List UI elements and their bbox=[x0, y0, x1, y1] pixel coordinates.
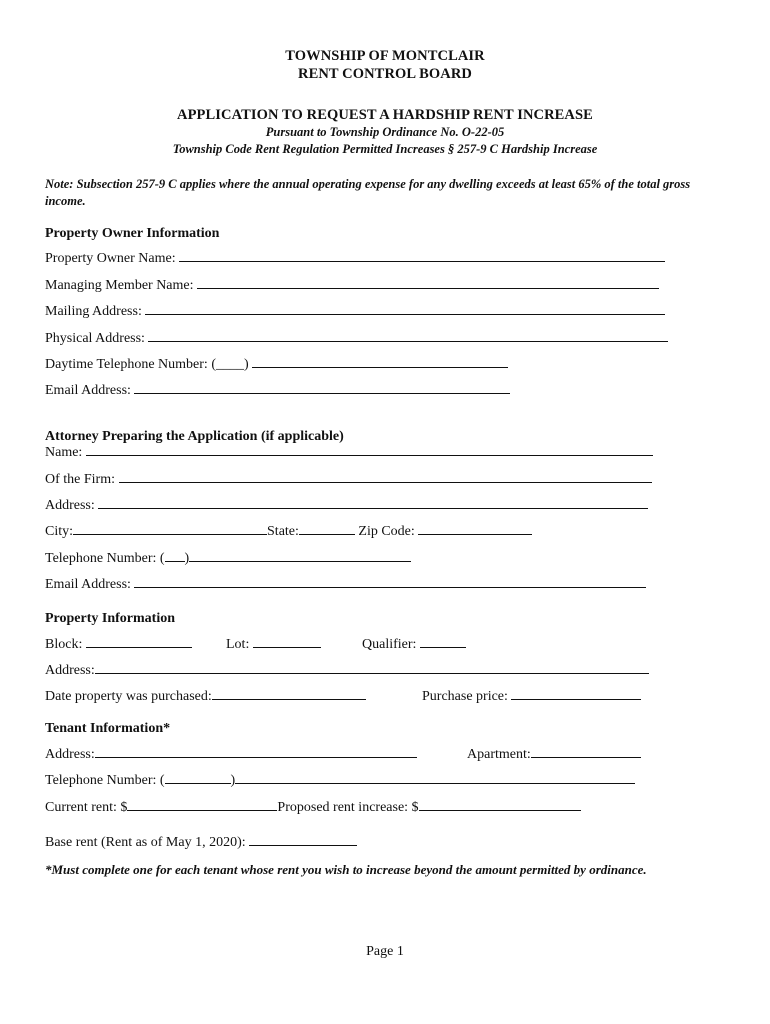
block-field[interactable] bbox=[86, 646, 192, 648]
purchase-price-label: Purchase price: bbox=[422, 689, 508, 704]
tenant-address-row bbox=[45, 747, 417, 763]
mailing-address-label: Mailing Address: bbox=[45, 304, 142, 319]
physical-address-row bbox=[45, 331, 668, 347]
lot-field[interactable] bbox=[253, 646, 321, 648]
attorney-city-field[interactable] bbox=[73, 533, 267, 535]
physical-address-label: Physical Address: bbox=[45, 331, 145, 346]
purchase-price-row bbox=[422, 689, 641, 705]
property-address-label: Address: bbox=[45, 663, 95, 678]
proposed-increase-label: Proposed rent increase: $ bbox=[277, 800, 419, 815]
apartment-field[interactable] bbox=[531, 756, 641, 758]
attorney-name-field[interactable] bbox=[86, 454, 653, 456]
daytime-phone-field[interactable] bbox=[252, 366, 508, 368]
block-row bbox=[45, 637, 192, 653]
tenant-address-label: Address: bbox=[45, 747, 95, 762]
property-address-row bbox=[45, 663, 649, 679]
tenant-phone-row bbox=[45, 773, 635, 789]
current-rent-field[interactable] bbox=[127, 809, 277, 811]
owner-email-field[interactable] bbox=[134, 392, 510, 394]
attorney-zip-field[interactable] bbox=[418, 533, 532, 535]
tenant-phone-paren: ) bbox=[230, 773, 236, 788]
attorney-firm-label: Of the Firm: bbox=[45, 472, 115, 487]
attorney-address-row bbox=[45, 498, 648, 514]
daytime-phone-label: Daytime Telephone Number: (____) bbox=[45, 357, 249, 372]
purchase-price-field[interactable] bbox=[511, 698, 641, 700]
purchase-date-field[interactable] bbox=[212, 698, 366, 700]
qualifier-row bbox=[362, 637, 466, 653]
attorney-state-field[interactable] bbox=[299, 533, 355, 535]
mailing-address-field[interactable] bbox=[145, 313, 665, 315]
mailing-address-row bbox=[45, 304, 665, 320]
section-owner-heading: Property Owner Information bbox=[45, 226, 220, 241]
block-label: Block: bbox=[45, 637, 83, 652]
managing-member-row bbox=[45, 278, 659, 294]
attorney-phone-field[interactable] bbox=[189, 560, 411, 562]
header-board: RENT CONTROL BOARD bbox=[298, 66, 472, 82]
attorney-email-row bbox=[45, 577, 646, 593]
qualifier-label: Qualifier: bbox=[362, 637, 417, 652]
attorney-address-label: Address: bbox=[45, 498, 95, 513]
property-address-field[interactable] bbox=[95, 672, 649, 674]
attorney-city-row bbox=[45, 524, 532, 540]
header-township: TOWNSHIP OF MONTCLAIR bbox=[285, 48, 485, 64]
subtitle-ordinance: Pursuant to Township Ordinance No. O-22-05 bbox=[265, 125, 505, 139]
base-rent-label: Base rent (Rent as of May 1, 2020): bbox=[45, 835, 246, 850]
qualifier-field[interactable] bbox=[420, 646, 466, 648]
owner-email-row bbox=[45, 383, 510, 399]
managing-member-field[interactable] bbox=[197, 287, 659, 289]
physical-address-field[interactable] bbox=[148, 340, 668, 342]
attorney-zip-label: Zip Code: bbox=[358, 524, 415, 539]
purchase-date-row bbox=[45, 689, 366, 705]
owner-name-field[interactable] bbox=[179, 260, 665, 262]
rent-row bbox=[45, 800, 581, 816]
attorney-phone-label: Telephone Number: ( bbox=[45, 551, 165, 566]
tenant-area-code-field[interactable] bbox=[165, 782, 231, 784]
page-number: Page 1 bbox=[366, 944, 404, 959]
owner-email-label: Email Address: bbox=[45, 383, 131, 398]
subtitle-code: Township Code Rent Regulation Permitted Increases § 257-9 C Hardship Increase bbox=[172, 142, 598, 156]
current-rent-label: Current rent: $ bbox=[45, 800, 128, 815]
tenant-footnote: *Must complete one for each tenant whose rent you wish to increase beyond the amount permitted by ordinance. bbox=[45, 862, 647, 877]
attorney-phone-row bbox=[45, 551, 411, 567]
attorney-email-label: Email Address: bbox=[45, 577, 131, 592]
tenant-phone-field[interactable] bbox=[235, 782, 635, 784]
base-rent-field[interactable] bbox=[249, 844, 357, 846]
purchase-date-label: Date property was purchased: bbox=[45, 689, 212, 704]
attorney-firm-field[interactable] bbox=[119, 481, 652, 483]
attorney-address-field[interactable] bbox=[98, 507, 648, 509]
apartment-row bbox=[467, 747, 641, 763]
note-text: Note: Subsection 257-9 C applies where the annual operating expense for any dwelling exceeds at least 65% of the total gross income. bbox=[45, 177, 691, 208]
tenant-address-field[interactable] bbox=[95, 756, 417, 758]
attorney-phone-paren: ) bbox=[184, 551, 190, 566]
base-rent-row bbox=[45, 835, 357, 851]
daytime-phone-row bbox=[45, 357, 508, 373]
section-property-heading: Property Information bbox=[45, 611, 175, 626]
managing-member-label: Managing Member Name: bbox=[45, 278, 194, 293]
tenant-phone-label: Telephone Number: ( bbox=[45, 773, 165, 788]
owner-name-row bbox=[45, 251, 665, 267]
attorney-name-label: Name: bbox=[45, 445, 83, 460]
apartment-label: Apartment: bbox=[467, 747, 531, 762]
page-title: APPLICATION TO REQUEST A HARDSHIP RENT INCREASE bbox=[177, 107, 593, 123]
section-tenant-heading: Tenant Information* bbox=[45, 721, 171, 736]
owner-name-label: Property Owner Name: bbox=[45, 251, 176, 266]
attorney-city-label: City: bbox=[45, 524, 74, 539]
attorney-firm-row bbox=[45, 472, 652, 488]
section-attorney-heading: Attorney Preparing the Application (if applicable) bbox=[45, 429, 344, 444]
proposed-increase-field[interactable] bbox=[419, 809, 581, 811]
attorney-state-label: State: bbox=[267, 524, 299, 539]
lot-row bbox=[226, 637, 321, 653]
attorney-area-code-field[interactable] bbox=[165, 560, 185, 562]
lot-label: Lot: bbox=[226, 637, 250, 652]
attorney-email-field[interactable] bbox=[134, 586, 646, 588]
attorney-name-row bbox=[45, 445, 653, 461]
